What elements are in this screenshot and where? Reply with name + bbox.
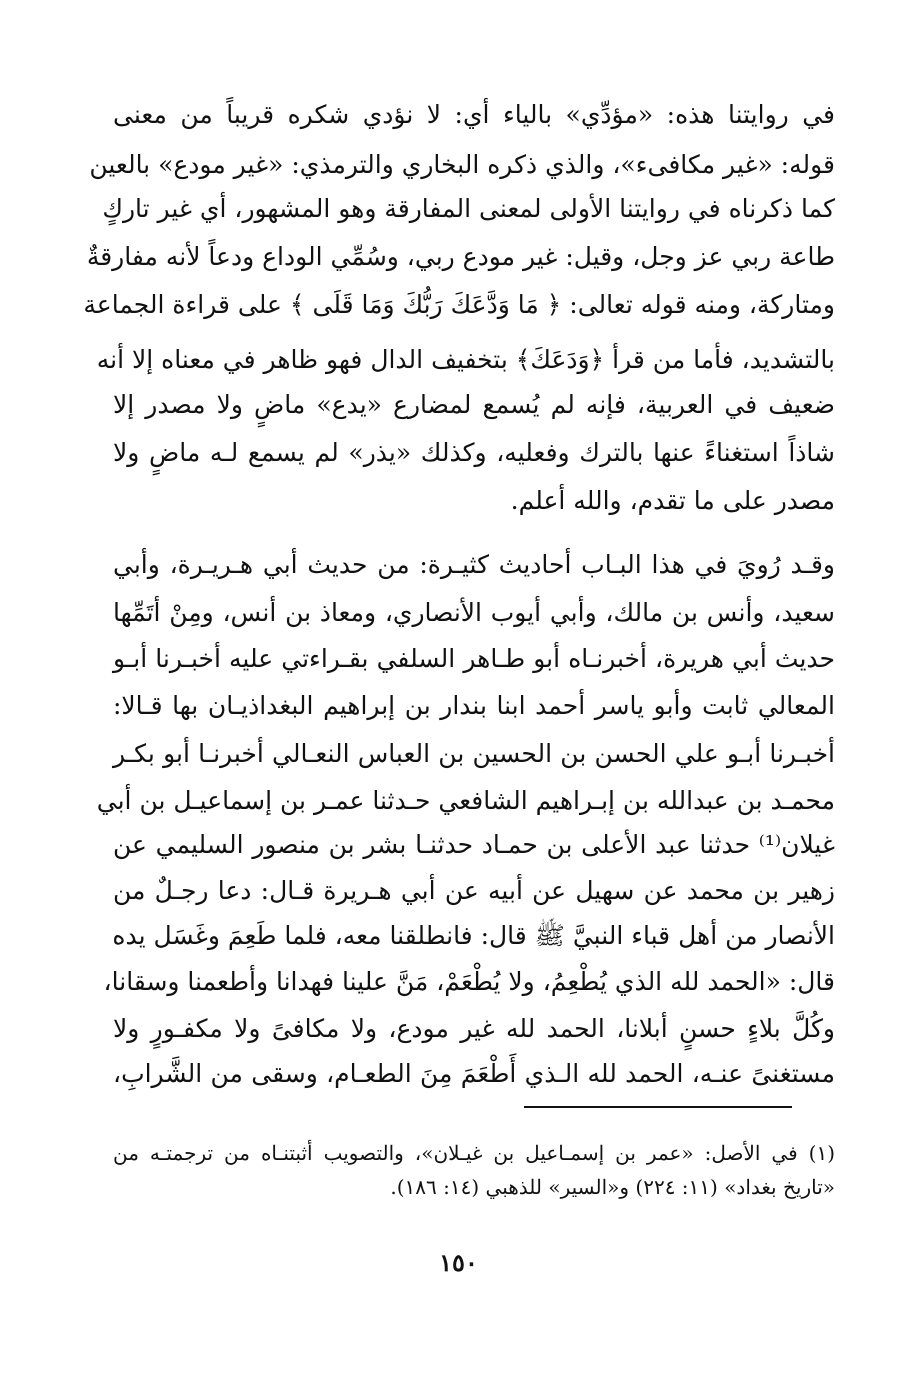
text-line: مصدر على ما تقدم، والله أعلم. (510, 486, 835, 515)
text-line: في روايتنا هذه: «مؤدِّي» بالياء أي: لا نؤدي شكره قريباً من معنى (113, 100, 835, 129)
text-line: أخبـرنا أبـو علي الحسن بن الحسين بن العباس النعـالي أخبرنـا أبو بكـر (113, 739, 835, 768)
text-line: حديث أبي هريرة، أخبرنـاه أبو طـاهر السلفي بقـراءتي عليه أخبـرنا أبـو (113, 644, 835, 673)
text-line: المعالي ثابت وأبو ياسر أحمد ابنا بندار بن إبراهيم البغداذيـان بها قـالا: (113, 691, 835, 720)
text-line: ومتاركة، ومنه قوله تعالى: ﴿ مَا وَدَّعَكَ رَبُّكَ وَمَا قَلَى ﴾ على قراءة الجماعة (83, 290, 835, 319)
text-line: كما ذكرناه في روايتنا الأولى لمعنى المفارقة وهو المشهور، أي غير تاركٍ (102, 194, 835, 223)
text-line: زهير بن محمد عن سهيل عن أبيه عن أبي هـريرة قـال: دعا رجـلٌ من (113, 876, 835, 905)
text-line: بالتشديد، فأما من قرأ ﴿وَدَعَكَ﴾ بتخفيف الدال فهو ظاهر في معناه إلا أنه (96, 345, 835, 374)
text-line: غيلان⁽¹⁾ حدثنا عبد الأعلى بن حمـاد حدثنـا بشر بن منصور السليمي عن (113, 830, 835, 859)
text-line: وكُلَّ بلاءٍ حسنٍ أبلانا، الحمد لله غير مودع، ولا مكافىً ولا مكفـورٍ ولا (113, 1014, 835, 1043)
text-line: قوله: «غير مكافىء»، والذي ذكره البخاري والترمذي: «غير مودع» بالعين (89, 150, 835, 179)
page-number: ١٥٠ (439, 1248, 478, 1277)
footnote-line: (١) في الأصل: «عمر بن إسمـاعيل بن غيـلان»، والتصويب أثبتنـاه من ترجمتـه من (113, 1141, 835, 1165)
text-line: طاعة ربي عز وجل، وقيل: غير مودع ربي، وسُمِّي الوداع ودعاً لأنه مفارقةٌ (86, 242, 835, 271)
text-line: قال: «الحمد لله الذي يُطْعِمُ، ولا يُطْعَمْ، مَنَّ علينا فهدانا وأطعمنا وسقانا، (103, 967, 835, 996)
text-line: وقـد رُويَ في هذا البـاب أحاديث كثيـرة: من حديث أبي هـريـرة، وأبي (113, 550, 835, 579)
footnote-separator (524, 1106, 792, 1108)
text-line: ضعيف في العربية، فإنه لم يُسمع لمضارع «يدع» ماضٍ ولا مصدر إلا (113, 390, 835, 419)
text-line: محمـد بن عبدالله بن إبـراهيم الشافعي حـدثنا عمـر بن إسماعيـل بن أبي (96, 786, 835, 815)
text-line: سعيد، وأنس بن مالك، وأبي أيوب الأنصاري، ومعاذ بن أنس، ومِنْ أتَمِّها (113, 598, 835, 627)
footnote-line: «تاريخ بغداد» (١١: ٢٢٤) و«السير» للذهبي (١٤: ١٨٦). (390, 1175, 835, 1199)
text-line: مستغنىً عنـه، الحمد لله الـذي أَطْعَمَ مِنَ الطعـام، وسقى من الشَّرابِ، (113, 1059, 835, 1088)
text-line: الأنصار من أهل قباء النبيَّ ﷺ قال: فانطلقنا معه، فلما طَعِمَ وغَسَل يده (112, 921, 835, 950)
text-line: شاذاً استغناءً عنها بالترك وفعليه، وكذلك «يذر» لم يسمع لـه ماضٍ ولا (113, 438, 835, 467)
